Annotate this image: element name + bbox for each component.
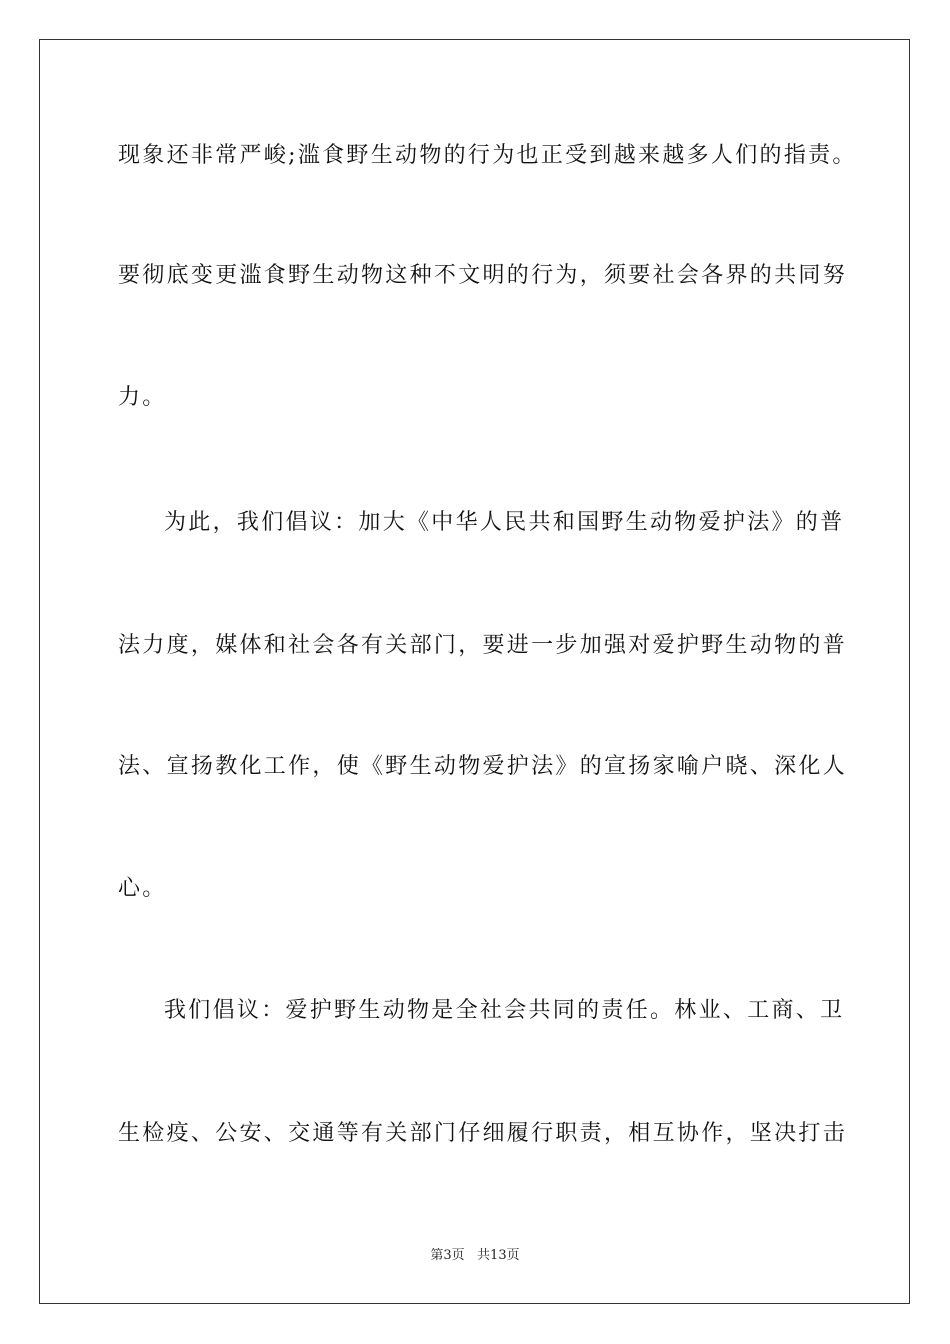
body-text-line: 心。	[118, 876, 167, 901]
body-text-line: 法、宣扬教化工作，使《野生动物爱护法》的宣扬家喻户晓、深化人	[118, 754, 848, 779]
page-number-footer: 第3页 共13页	[430, 1248, 520, 1263]
body-text-line: 法力度，媒体和社会各有关部门，要进一步加强对爱护野生动物的普	[118, 633, 848, 658]
paragraph-first-line: 我们倡议：爱护野生动物是全社会共同的责任。林业、工商、卫	[164, 998, 845, 1023]
paragraph-first-line: 为此，我们倡议：加大《中华人民共和国野生动物爱护法》的普	[164, 510, 845, 535]
page-border	[39, 39, 910, 1304]
body-text-line: 要彻底变更滥食野生动物这种不文明的行为，须要社会各界的共同努	[118, 263, 848, 288]
body-text-line: 生检疫、公安、交通等有关部门仔细履行职责，相互协作，坚决打击	[118, 1121, 848, 1146]
body-text-line: 现象还非常严峻;滥食野生动物的行为也正受到越来越多人们的指责。	[118, 143, 857, 168]
body-text-line: 力。	[118, 385, 167, 410]
